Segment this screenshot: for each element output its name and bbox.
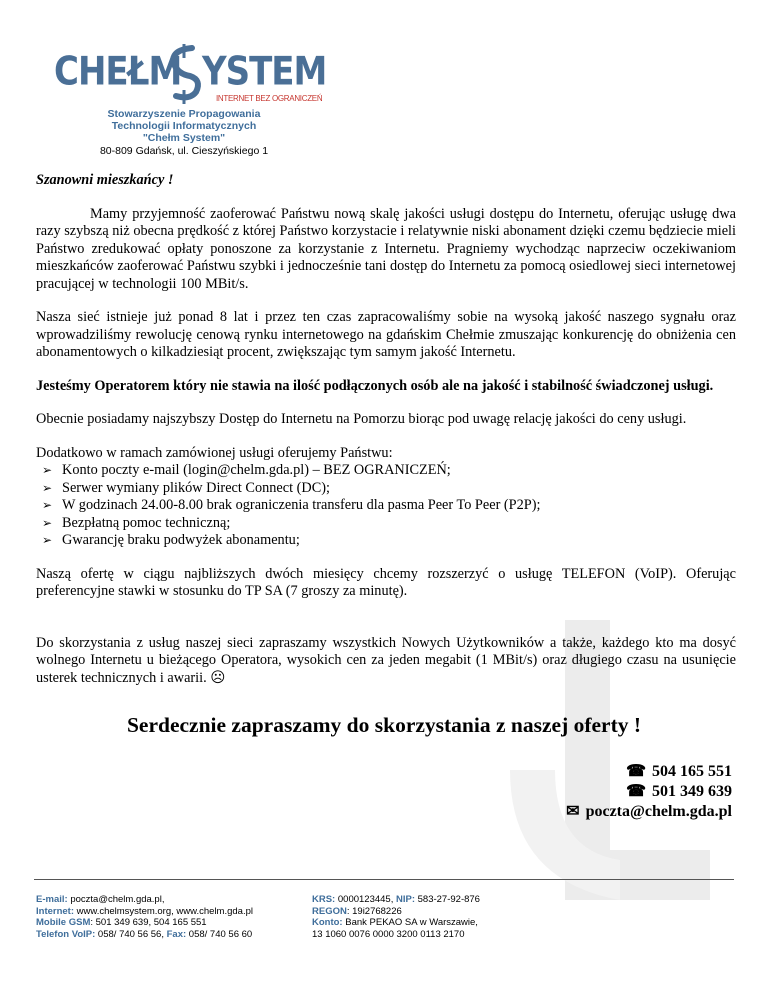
arrow-bullet-icon: ➢ xyxy=(42,515,53,530)
organization-block xyxy=(50,108,318,157)
phone-number[interactable]: 501 349 639 xyxy=(652,783,732,800)
paragraph-intro: Mamy przyjemność zaoferować Państwu nową skalę jakości usługi dostępu do Internetu, oferując usługę dwa razy szybszą niż obecna prędkość z której Państwo korzystacie i relatywnie niski abonament dzięki czemu będziecie mieli Państwo zredukować opłaty ponoszone za korzystanie z Internetu. Pragniemy wychodząc naprzeciw oczekiwaniom mieszkańców zaoferować Państwu szybki i jednocześnie tani dostęp do Internetu za pomocą osiedlowej sieci internetowej pracującej w technologii 100 MBit/s. xyxy=(36,205,736,292)
contact-block xyxy=(566,762,732,822)
mail-icon: ✉ xyxy=(566,803,580,820)
footer-registry xyxy=(312,894,480,940)
invitation-heading: Serdecznie zapraszamy do skorzystania z naszej oferty ! xyxy=(126,713,642,737)
footer-line: 13 1060 0076 0000 3200 0113 2170 xyxy=(312,928,465,940)
list-item: ➢ Bezpłatną pomoc techniczną; xyxy=(42,514,231,531)
org-line: "Chełm System" xyxy=(142,132,226,144)
list-item: ➢ Serwer wymiany plików Direct Connect (DC); xyxy=(42,479,331,496)
list-intro: Dodatkowo w ramach zamówionej usługi oferujemy Państwu: xyxy=(36,444,393,461)
company-logo xyxy=(50,50,350,110)
list-item: ➢ Gwarancję braku podwyżek abonamentu; xyxy=(42,532,300,548)
paragraph-invitation: Do skorzystania z usług naszej sieci zapraszamy wszystkich Nowych Użytkowników a także, każdego kto ma dosyć wolnego Internetu u bieżącego Operatora, wysokich cen za jeden megabit (1 MBit/s) oraz długiego czasu na usunięcie usterek technicznych i awarii. ☹ xyxy=(36,634,736,686)
arrow-bullet-icon: ➢ xyxy=(42,463,53,477)
email-link[interactable]: poczta@chelm.gda.pl xyxy=(585,803,732,820)
footer-line: Telefon VoIP: 058/ 740 56 56, Fax: 058/ 740 56 60 xyxy=(36,928,253,940)
footer-line: Konto: Bank PEKAO SA w Warszawie, xyxy=(312,917,478,928)
letter-body xyxy=(36,172,736,687)
greeting: Szanowni mieszkańcy ! xyxy=(36,172,174,188)
footer-line: KRS: 0000123445, NIP: 583-27-92-876 xyxy=(312,894,480,905)
paragraph-voip: Naszą ofertę w ciągu najbliższych dwóch miesięcy chcemy rozszerzyć o usługę TELEFON (VoIP). Oferując preferencyjne stawki w stosunku do TP SA (7 groszy za minutę). xyxy=(36,565,736,599)
footer-line: Mobile GSM: 501 349 639, 504 165 551 xyxy=(36,917,207,928)
arrow-bullet-icon: ➢ xyxy=(42,480,53,495)
arrow-bullet-icon: ➢ xyxy=(42,498,53,512)
footer-line: E-mail: poczta@chelm.gda.pl, xyxy=(36,894,165,905)
org-line: Technologii Informatycznych xyxy=(111,120,257,132)
footer-contact xyxy=(36,894,253,940)
paragraph-history: Nasza sieć istnieje już ponad 8 lat i przez ten czas zapracowaliśmy sobie na wysoką jakość naszego sygnału oraz wprowadziliśmy rewolucję cenową rynku internetowego na gdańskim Chełmie zmuszając konkurencję do obniżenia cen abonamentowych o kilkadziesiąt procent, zwiększając tym samym jakość Internetu. xyxy=(36,309,736,360)
footer-line: REGON: 19i2768226 xyxy=(312,905,402,917)
org-line: Stowarzyszenie Propagowania xyxy=(107,108,261,120)
logo-text-right: YSTEM xyxy=(202,49,327,95)
phone-icon: ☎ xyxy=(626,763,646,780)
email-line xyxy=(566,802,732,822)
phone-line xyxy=(566,782,732,802)
arrow-bullet-icon: ➢ xyxy=(42,533,53,547)
logo-s-icon xyxy=(162,44,206,104)
logo-tagline: INTERNET BEZ OGRANICZEŃ xyxy=(216,94,323,103)
footer-line: Internet: www.chelmsystem.org, www.chelm.gda.pl xyxy=(36,905,253,917)
footer-divider xyxy=(34,879,734,880)
offer-list xyxy=(36,462,736,550)
paragraph-fastest: Obecnie posiadamy najszybszy Dostęp do Internetu na Pomorzu biorąc pod uwagę relację jakości do ceny usługi. xyxy=(36,411,687,427)
sad-face-icon: ☹ xyxy=(210,669,226,686)
paragraph-operator: Jesteśmy Operatorem który nie stawia na ilość podłączonych osób ale na jakość i stabilność świadczonej usługi. xyxy=(36,377,714,394)
phone-icon: ☎ xyxy=(626,783,646,800)
list-item: ➢ Konto poczty e-mail (login@chelm.gda.pl) – BEZ OGRANICZEŃ; xyxy=(42,462,451,478)
logo-text-left: CHEŁM xyxy=(54,49,182,95)
phone-line xyxy=(566,762,732,782)
list-item: ➢ W godzinach 24.00-8.00 brak ograniczenia transferu dla pasma Peer To Peer (P2P); xyxy=(42,497,541,513)
org-address: 80-809 Gdańsk, ul. Cieszyńskiego 1 xyxy=(99,145,269,157)
phone-number[interactable]: 504 165 551 xyxy=(652,763,732,780)
